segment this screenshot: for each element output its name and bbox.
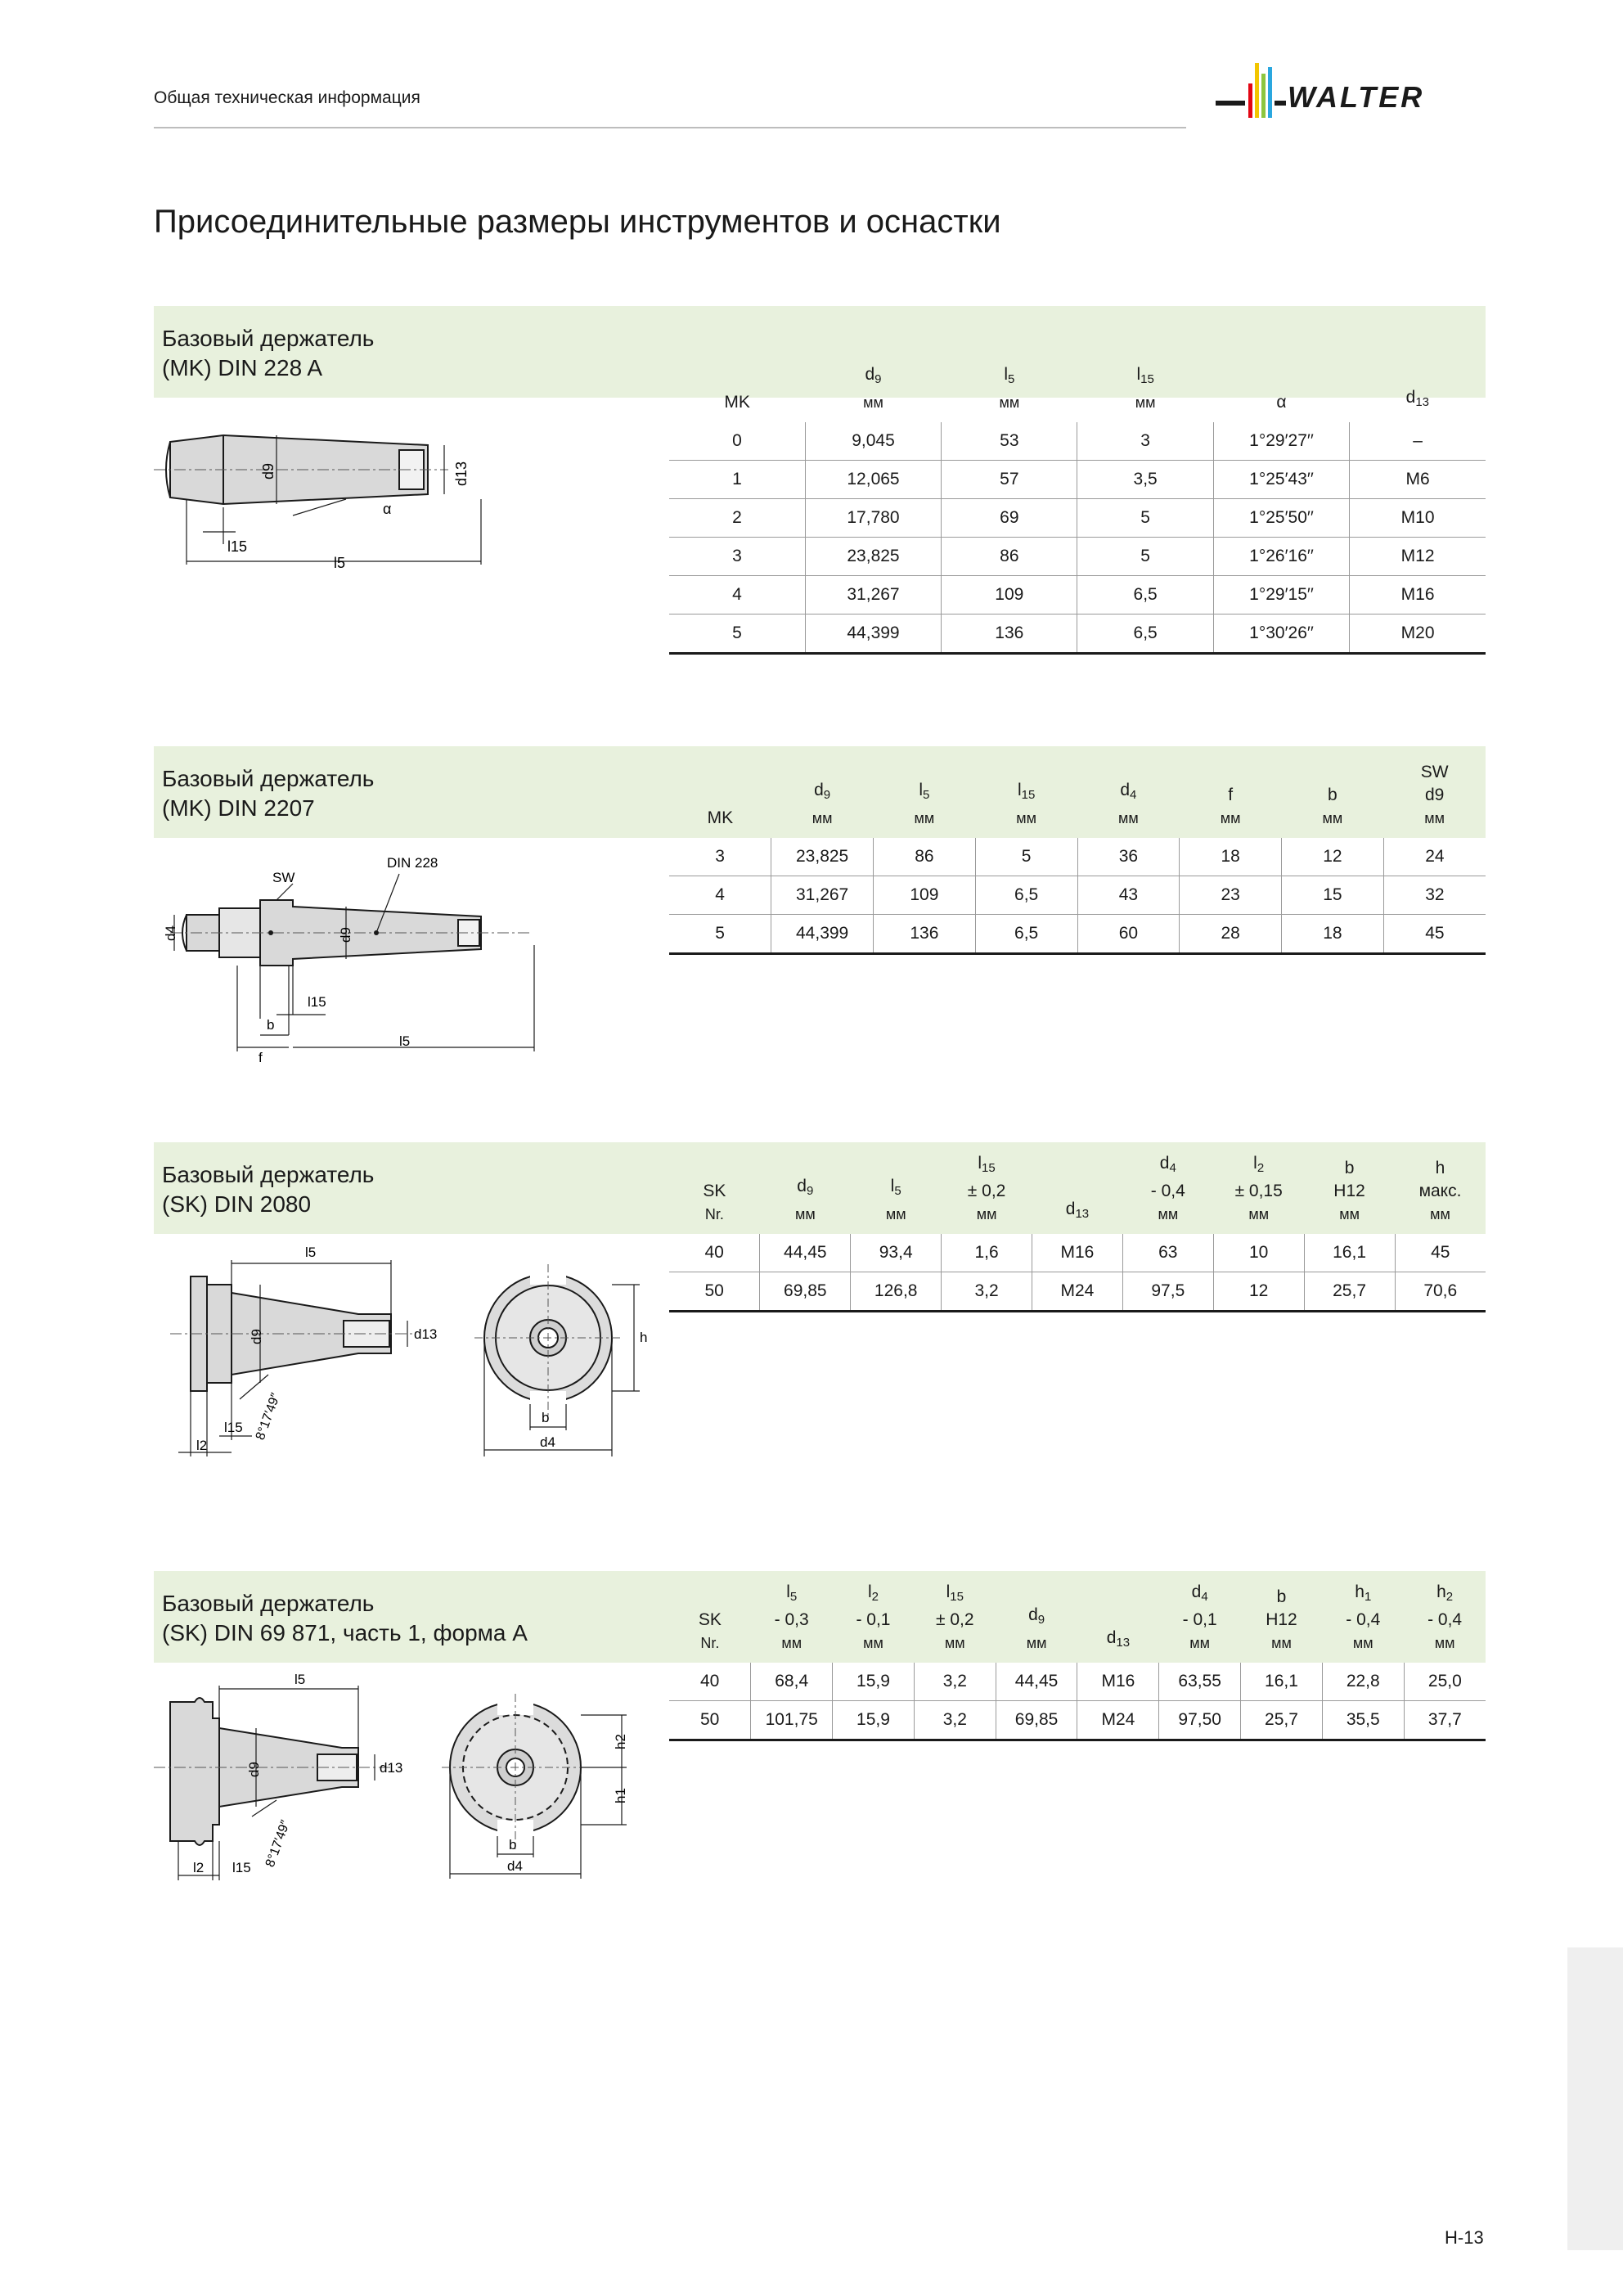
- table-cell: 2: [669, 499, 805, 538]
- column-header: $d_9$ мм: [863, 365, 883, 411]
- table-row: [669, 838, 1486, 876]
- table-cell: 6,5: [975, 915, 1077, 954]
- column-header: $l_5$ мм: [885, 1177, 906, 1222]
- header-row: [669, 1142, 1486, 1234]
- table-cell: 23,825: [771, 838, 874, 876]
- label-d4: d4: [163, 925, 178, 941]
- table-cell: 5: [975, 838, 1077, 876]
- table-cell: 37,7: [1404, 1701, 1486, 1740]
- table-cell: 6,5: [975, 876, 1077, 915]
- column-header: $h_2$ - 0,4 мм: [1427, 1582, 1463, 1651]
- header-row: [669, 331, 1486, 422]
- table-cell: 3,2: [914, 1663, 996, 1701]
- label-l15: l15: [227, 538, 248, 555]
- section-header: Общая техническая информация: [154, 88, 420, 107]
- table-cell: 31,267: [771, 876, 874, 915]
- table-cell: 69: [942, 499, 1077, 538]
- label-b: b: [542, 1410, 550, 1425]
- label-h: h: [640, 1330, 648, 1345]
- drawing-din2207: [154, 851, 546, 1064]
- table-cell: 23,825: [805, 538, 941, 576]
- table-cell: 136: [942, 615, 1077, 654]
- table-cell: 12: [1282, 838, 1384, 876]
- column-header: h макс. мм: [1418, 1159, 1462, 1222]
- label-b: b: [509, 1837, 517, 1853]
- table-cell: 86: [942, 538, 1077, 576]
- table-cell: 15: [1282, 876, 1384, 915]
- column-header: $l_2$ - 0,1 мм: [856, 1582, 891, 1651]
- table-cell: 63: [1122, 1234, 1213, 1272]
- table-cell: –: [1350, 422, 1486, 461]
- table-cell: M12: [1350, 538, 1486, 576]
- table-cell: 17,780: [805, 499, 941, 538]
- table-cell: 5: [669, 915, 771, 954]
- table-cell: 5: [1077, 538, 1213, 576]
- table-row: [669, 1234, 1486, 1272]
- table-cell: 15,9: [833, 1701, 915, 1740]
- table-row: [669, 1272, 1486, 1312]
- table-cell: 1,6: [942, 1234, 1032, 1272]
- table-cell: 60: [1077, 915, 1180, 954]
- label-d9: d9: [249, 1329, 264, 1344]
- table-cell: M24: [1032, 1272, 1123, 1312]
- column-header: $l_{15}$ ± 0,2 мм: [967, 1154, 1006, 1222]
- label-b: b: [267, 1017, 275, 1033]
- table-cell: 3,2: [942, 1272, 1032, 1312]
- table-cell: 28: [1180, 915, 1282, 954]
- table-cell: 93,4: [851, 1234, 942, 1272]
- label-d4: d4: [507, 1858, 523, 1874]
- column-header: MK: [707, 808, 734, 827]
- table-cell: 16,1: [1304, 1234, 1395, 1272]
- table-cell: 5: [669, 615, 805, 654]
- side-tab: [1567, 1947, 1623, 2250]
- table-cell: 1°25′50′′: [1213, 499, 1349, 538]
- drawing-din69871-side: [154, 1669, 432, 1882]
- column-header: $d_{13}$: [1405, 388, 1429, 409]
- label-d13: d13: [380, 1760, 403, 1776]
- table-cell: 31,267: [805, 576, 941, 615]
- table-cell: 16,1: [1241, 1663, 1323, 1701]
- table-cell: 4: [669, 876, 771, 915]
- table-cell: 50: [669, 1272, 760, 1312]
- column-header: $d_4$ - 0,4 мм: [1150, 1154, 1185, 1222]
- table-cell: 97,50: [1159, 1701, 1241, 1740]
- table-cell: 25,7: [1304, 1272, 1395, 1312]
- table-cell: 0: [669, 422, 805, 461]
- column-header: $l_2$ ± 0,15 мм: [1234, 1154, 1283, 1222]
- table-cell: 1°30′26′′: [1213, 615, 1349, 654]
- logo-wordmark: WALTER: [1288, 80, 1425, 114]
- column-header: $d_{13}$: [1065, 1200, 1090, 1221]
- label-d4: d4: [540, 1434, 555, 1450]
- table-cell: 3,5: [1077, 461, 1213, 499]
- dimension-table-din228a: [669, 331, 1486, 655]
- column-header: $d_9$ мм: [1026, 1605, 1047, 1651]
- table-cell: 136: [874, 915, 976, 954]
- label-alpha: α: [383, 501, 392, 517]
- table-cell: 18: [1282, 915, 1384, 954]
- label-f: f: [259, 1050, 263, 1064]
- table-cell: 25,7: [1241, 1701, 1323, 1740]
- table-cell: M16: [1350, 576, 1486, 615]
- column-header: $l_5$ мм: [999, 365, 1020, 411]
- table-cell: 101,75: [751, 1701, 833, 1740]
- table-cell: 12,065: [805, 461, 941, 499]
- table-cell: 70,6: [1395, 1272, 1486, 1312]
- label-angle: 8°17′49″: [263, 1818, 294, 1870]
- table-cell: M16: [1077, 1663, 1159, 1701]
- table-cell: 69,85: [996, 1701, 1077, 1740]
- label-angle: 8°17′49″: [253, 1391, 284, 1443]
- dimension-table-din2207: [669, 746, 1486, 955]
- label-h2: h2: [613, 1734, 628, 1749]
- table-cell: 1°25′43′′: [1213, 461, 1349, 499]
- table-row: [669, 538, 1486, 576]
- section-title: Базовый держатель (SK) DIN 69 871, часть 1, форма A: [162, 1591, 528, 1645]
- table-row: [669, 876, 1486, 915]
- drawing-din228a: [154, 417, 530, 581]
- table-cell: 6,5: [1077, 615, 1213, 654]
- table-cell: 1°26′16′′: [1213, 538, 1349, 576]
- column-header: $d_9$ мм: [812, 781, 833, 826]
- section-title: Базовый держатель (MK) DIN 2207: [162, 766, 375, 821]
- table-cell: 3: [1077, 422, 1213, 461]
- table-cell: 4: [669, 576, 805, 615]
- table-cell: 68,4: [751, 1663, 833, 1701]
- dimension-table-din69871: [669, 1571, 1486, 1741]
- table-row: [669, 615, 1486, 654]
- column-header: b мм: [1322, 786, 1343, 826]
- label-l15: l15: [308, 994, 326, 1010]
- table-cell: 63,55: [1159, 1663, 1241, 1701]
- label-d9: d9: [246, 1762, 262, 1777]
- column-header: f мм: [1220, 786, 1241, 826]
- drawing-din69871-front: [425, 1686, 638, 1882]
- table-cell: 22,8: [1322, 1663, 1404, 1701]
- table-cell: 50: [669, 1701, 751, 1740]
- label-d13: d13: [414, 1326, 438, 1342]
- table-cell: 5: [1077, 499, 1213, 538]
- table-cell: 1°29′15′′: [1213, 576, 1349, 615]
- table-cell: 1: [669, 461, 805, 499]
- table-cell: M6: [1350, 461, 1486, 499]
- column-header: $l_5$ мм: [914, 781, 935, 826]
- dimension-table-din2080: [669, 1142, 1486, 1312]
- column-header: $h_1$ - 0,4 мм: [1346, 1582, 1381, 1651]
- label-din228: DIN 228: [387, 855, 438, 871]
- table-row: [669, 576, 1486, 615]
- walter-logo: [1216, 59, 1486, 124]
- column-header: $l_{15}$ мм: [1135, 365, 1156, 411]
- table-cell: 45: [1395, 1234, 1486, 1272]
- column-header: SK Nr.: [698, 1610, 722, 1651]
- table-cell: 15,9: [833, 1663, 915, 1701]
- table-cell: 24: [1383, 838, 1486, 876]
- column-header: b H12 мм: [1333, 1159, 1365, 1222]
- table-row: [669, 915, 1486, 954]
- table-cell: 44,399: [771, 915, 874, 954]
- page-number: H-13: [1445, 2227, 1484, 2248]
- label-d9: d9: [338, 927, 353, 943]
- table-cell: 44,399: [805, 615, 941, 654]
- section-title: Базовый держатель (SK) DIN 2080: [162, 1162, 375, 1217]
- table-cell: 40: [669, 1234, 760, 1272]
- table-row: [669, 422, 1486, 461]
- table-cell: 32: [1383, 876, 1486, 915]
- label-l15: l15: [224, 1420, 243, 1435]
- column-header: $l_5$ - 0,3 мм: [774, 1582, 809, 1651]
- table-cell: 43: [1077, 876, 1180, 915]
- label-l2: l2: [193, 1860, 205, 1875]
- label-l5: l5: [399, 1033, 411, 1049]
- column-header: $d_4$ мм: [1118, 781, 1139, 826]
- label-l2: l2: [196, 1438, 208, 1453]
- table-cell: M16: [1032, 1234, 1123, 1272]
- table-cell: 109: [942, 576, 1077, 615]
- table-cell: 6,5: [1077, 576, 1213, 615]
- table-cell: 109: [874, 876, 976, 915]
- table-cell: 86: [874, 838, 976, 876]
- label-d9: d9: [260, 462, 276, 479]
- page-title: Присоединительные размеры инструментов и оснастки: [154, 203, 1001, 240]
- label-l5: l5: [305, 1245, 317, 1260]
- table-cell: 45: [1383, 915, 1486, 954]
- table-cell: 1°29′27′′: [1213, 422, 1349, 461]
- label-sw: SW: [272, 870, 295, 885]
- header-rule: [154, 127, 1186, 128]
- table-cell: 44,45: [996, 1663, 1077, 1701]
- table-cell: 3: [669, 538, 805, 576]
- label-h1: h1: [613, 1788, 628, 1803]
- table-row: [669, 499, 1486, 538]
- label-l5: l5: [294, 1672, 306, 1687]
- table-cell: M24: [1077, 1701, 1159, 1740]
- table-cell: 69,85: [760, 1272, 851, 1312]
- table-cell: M10: [1350, 499, 1486, 538]
- section-title: Базовый держатель (MK) DIN 228 A: [162, 326, 375, 380]
- table-cell: 126,8: [851, 1272, 942, 1312]
- column-header: $l_{15}$ ± 0,2 мм: [936, 1582, 974, 1651]
- table-cell: 53: [942, 422, 1077, 461]
- drawing-din2080-side: [154, 1236, 473, 1465]
- label-l5: l5: [334, 555, 346, 571]
- header-row: [669, 746, 1486, 838]
- label-d13: d13: [453, 461, 470, 486]
- table-cell: 57: [942, 461, 1077, 499]
- table-row: [669, 1663, 1486, 1701]
- column-header: $d_9$ мм: [794, 1177, 816, 1222]
- table-cell: 40: [669, 1663, 751, 1701]
- column-header: α: [1276, 393, 1287, 412]
- column-header: SK Nr.: [703, 1182, 726, 1222]
- table-cell: 44,45: [760, 1234, 851, 1272]
- column-header: MK: [724, 393, 750, 412]
- column-header: $d_{13}$: [1106, 1628, 1131, 1650]
- label-l15: l15: [232, 1860, 251, 1875]
- drawing-din2080-front: [466, 1252, 663, 1456]
- column-header: $l_{15}$ мм: [1016, 781, 1036, 826]
- table-row: [669, 461, 1486, 499]
- table-cell: 97,5: [1122, 1272, 1213, 1312]
- table-cell: 3,2: [914, 1701, 996, 1740]
- table-cell: 18: [1180, 838, 1282, 876]
- table-cell: 10: [1213, 1234, 1304, 1272]
- column-header: b H12 мм: [1266, 1587, 1297, 1651]
- table-cell: 35,5: [1322, 1701, 1404, 1740]
- table-cell: 12: [1213, 1272, 1304, 1312]
- table-cell: M20: [1350, 615, 1486, 654]
- column-header: $d_4$ - 0,1 мм: [1182, 1582, 1217, 1651]
- table-row: [669, 1701, 1486, 1740]
- header-row: [669, 1571, 1486, 1663]
- table-cell: 23: [1180, 876, 1282, 915]
- table-cell: 9,045: [805, 422, 941, 461]
- table-cell: 25,0: [1404, 1663, 1486, 1701]
- table-cell: 36: [1077, 838, 1180, 876]
- column-header: SW d9 мм: [1420, 763, 1449, 826]
- table-cell: 3: [669, 838, 771, 876]
